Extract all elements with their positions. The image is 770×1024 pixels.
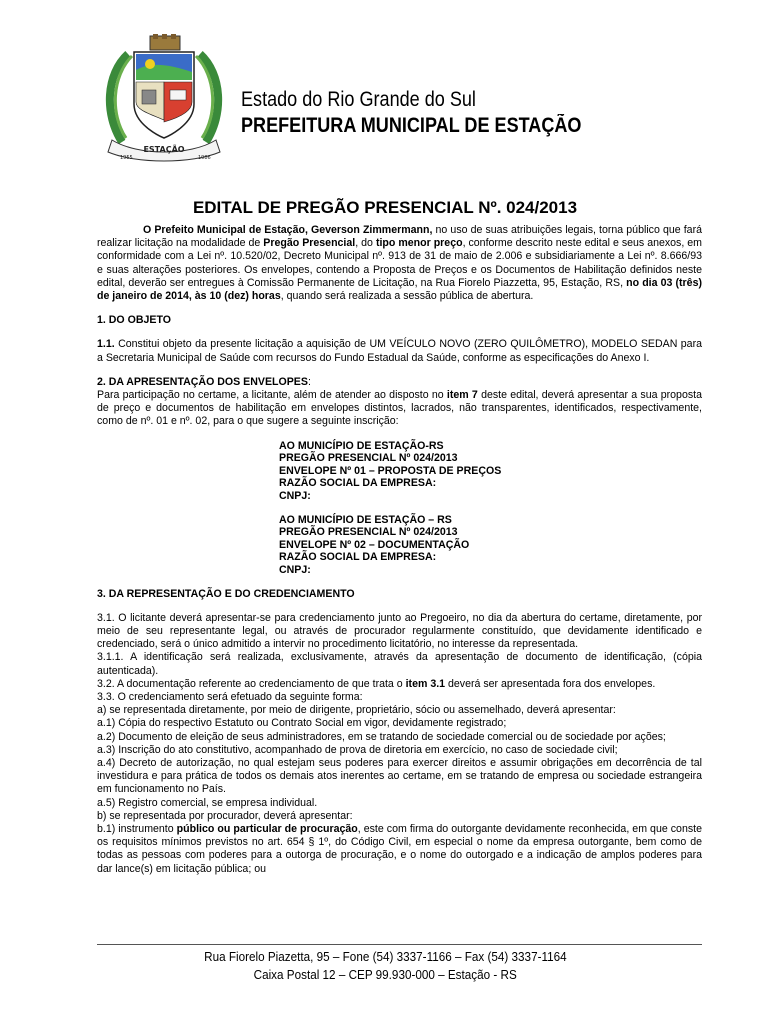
section3-paragraph: a.2) Documento de eleição de seus administradores, em se tratando de sociedade comercial ou de sociedade por ações;: [97, 730, 666, 743]
section3-text: , este com firma do outorgante devidamente reconhecida, em que conste os requisitos mínimos previstos no art. 654 § 1º, do Código Civil, em especial o nome da empresa outorgante, bem como de todas as pessoas com poderes para a outorga de procuração, e o nome do outorgado e a indicação de amplos poderes para dar lance(s) em licitação pública; ou: [97, 823, 702, 875]
section1-number: 1.1.: [97, 338, 115, 351]
envelope-2-line: CNPJ:: [279, 563, 311, 576]
section3-paragraph: 3.3. O credenciamento será efetuado da seguinte forma:: [97, 691, 363, 703]
footer-address-line-2: [0, 966, 770, 983]
section1-paragraph: [97, 338, 702, 364]
intro-bold-3: tipo menor preço: [375, 237, 463, 250]
section2-paragraph: [97, 389, 702, 429]
section3-paragraph: a) se representada diretamente, por meio de dirigente, proprietário, sócio ou assemelhado, deverá apresentar:: [97, 704, 616, 717]
footer-divider: [97, 944, 702, 945]
envelope-2-line: AO MUNICÍPIO DE ESTAÇÃO – RS: [279, 513, 452, 526]
crest-ribbon-text: ESTAÇÃO: [143, 145, 185, 154]
envelope-1-label: [279, 440, 702, 503]
envelope-1-line: CNPJ:: [279, 490, 311, 503]
document-body: [97, 224, 702, 876]
section3-bold: público ou particular de procuração: [176, 823, 358, 836]
intro-text-4: , quando será realizada a sessão pública de abertura.: [280, 290, 534, 303]
document-title: EDITAL DE PREGÃO PRESENCIAL Nº. 024/2013: [192, 198, 578, 217]
section3-paragraph: 3.1. O licitante deverá apresentar-se para credenciamento junto ao Pregoeiro, no dia da abertura do certame, diretamente, por meio de seu representante legal, ou através de procurador regularmente constituído, que devidamente identificado e credenciado, será o único admitido a intervir no procedimento licitatório, no interesse da representada.: [97, 611, 702, 651]
section3-paragraph: a.5) Registro comercial, se empresa individual.: [97, 796, 318, 809]
section2-text-2: deste edital, deverá apresentar a sua proposta de preço e documentos de habilitação em envelopes distintos, lacrados, não transparentes, identificados, respectivamente, como de nº. 01 e nº. 02, para o que sugere a seguinte inscrição:: [97, 389, 702, 428]
section3-text: deverá ser apresentada fora dos envelopes.: [445, 677, 656, 690]
intro-text-2: , do: [355, 237, 376, 250]
envelope-1-line: ENVELOPE Nº 01 – PROPOSTA DE PREÇOS: [279, 464, 502, 477]
section3-paragraph: 3.1.1. A identificação será realizada, exclusivamente, através da apresentação de documento de identificação, (cópia autenticada).: [97, 651, 702, 677]
municipality-name: PREFEITURA MUNICIPAL DE ESTAÇÃO: [241, 114, 582, 137]
footer-text: Caixa Postal 12 – CEP 99.930-000 – Estação - RS: [253, 967, 517, 982]
intro-bold-2: Pregão Presencial: [263, 237, 356, 250]
intro-text-3: , conforme descrito neste edital e seus anexos, em conformidade com a Lei nº. 10.520/02, Decreto Municipal nº. 913 de 31 de maio de 2.006 e subsidiariamente a Lei nº. 8.666/93 e suas alterações posteriores. Os envelopes, contendo a Proposta de Preços e os Documentos de Habilitação definidos neste edital, deverão ser entregues à Comissão Permanente de Licitação, na Rua Fiorelo Piazzetta, 95, Estação, RS,: [97, 237, 702, 289]
intro-bold-1: O Prefeito Municipal de Estação, Geverson Zimmermann,: [143, 224, 433, 236]
envelope-2-line: ENVELOPE Nº 02 – DOCUMENTAÇÃO: [279, 538, 470, 551]
envelope-2-line: PREGÃO PRESENCIAL Nº 024/2013: [279, 526, 458, 539]
section3-text: b.1) instrumento: [97, 823, 177, 836]
section2-text-1: Para participação no certame, a licitante, além de atender ao disposto no: [97, 389, 447, 402]
envelope-1-line: PREGÃO PRESENCIAL Nº 024/2013: [279, 452, 458, 465]
envelope-1-line: RAZÃO SOCIAL DA EMPRESA:: [279, 477, 437, 490]
intro-text-1: no uso de suas atribuições legais, torna público que fará realizar licitação na modalidade de: [97, 224, 702, 250]
intro-paragraph: [97, 224, 702, 303]
envelope-1-line: AO MUNICÍPIO DE ESTAÇÃO-RS: [279, 439, 444, 452]
section3-text: 3.2. A documentação referente ao credenciamento de que trata o: [97, 677, 406, 690]
section3-paragraph: [97, 823, 702, 876]
footer-address-line-1: [0, 948, 770, 965]
crest-year-left: 1955: [120, 155, 133, 161]
section3-paragraph: a.1) Cópia do respectivo Estatuto ou Contrato Social em vigor, devidamente registrado;: [97, 717, 507, 730]
section1-heading: 1. DO OBJETO: [97, 314, 171, 327]
section3-paragraph: a.4) Decreto de autorização, no qual estejam seus poderes para exercer direitos e assumir obrigações em decorrência de tal investidura e para prática de todos os demais atos inerentes ao certame, em se tratando de empresa ou sociedade estrangeira em funcionamento no País.: [97, 757, 702, 796]
section3-bold: item 3.1: [405, 677, 446, 690]
section2-bold-1: item 7: [446, 389, 478, 402]
crest-year-right: 1986: [198, 155, 211, 161]
intro-bold-4: no dia 03 (três) de janeiro de 2014, às 10 (dez) horas: [97, 276, 702, 303]
section3-paragraph: b) se representada por procurador, deverá apresentar:: [97, 809, 353, 822]
municipal-crest-logo: [98, 34, 230, 162]
section1-text: Constitui objeto da presente licitação a aquisição de UM VEÍCULO NOVO (ZERO QUILÔMETRO), MODELO SEDAN para a Secretaria Municipal de Saúde com recursos do Fundo Estadual da Saúde, conforme as especificações do Anexo I.: [97, 338, 702, 364]
section2-heading-text: 2. DA APRESENTAÇÃO DOS ENVELOPES: [97, 375, 308, 388]
section3-paragraph: a.3) Inscrição do ato constitutivo, acompanhado de prova de diretoria em exercício, no caso de sociedade civil;: [97, 743, 618, 756]
envelope-2-label: [279, 514, 702, 577]
state-name: Estado do Rio Grande do Sul: [241, 88, 476, 111]
footer-text: Rua Fiorelo Piazetta, 95 – Fone (54) 3337-1166 – Fax (54) 3337-1164: [203, 949, 567, 964]
section2-heading-colon: :: [307, 375, 311, 388]
section3-paragraph: [97, 678, 702, 691]
section3-heading: 3. DA REPRESENTAÇÃO E DO CREDENCIAMENTO: [97, 587, 355, 600]
envelope-2-line: RAZÃO SOCIAL DA EMPRESA:: [279, 551, 437, 564]
section2-heading: [97, 376, 702, 389]
